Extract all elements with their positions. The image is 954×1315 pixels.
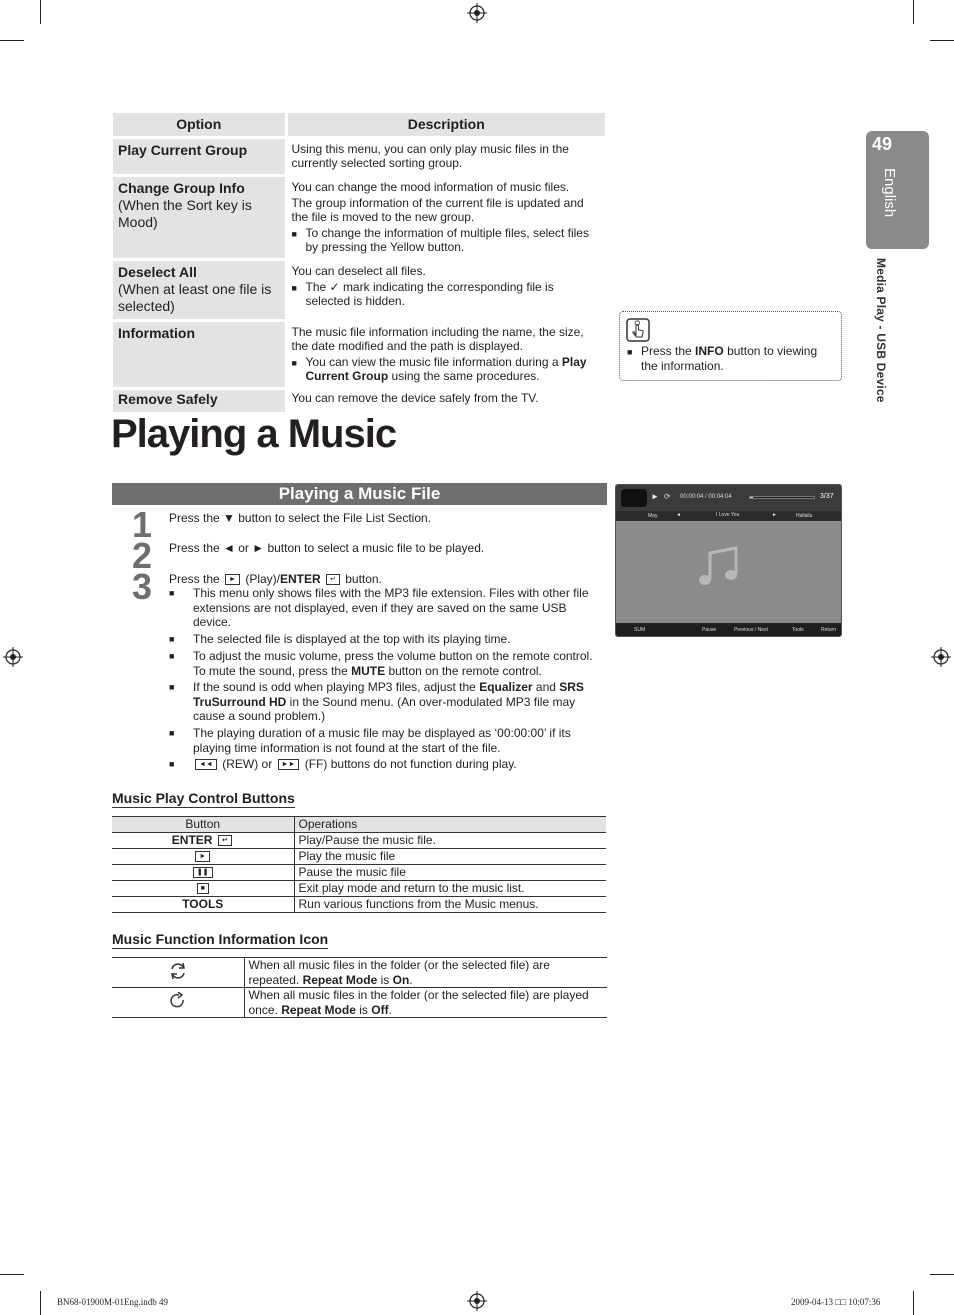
- note-text: and: [535, 680, 556, 694]
- step-number: 1: [132, 504, 151, 545]
- function-icon-heading: Music Function Information Icon: [112, 931, 329, 947]
- description-cell: [286, 388, 607, 412]
- description-cell: [286, 175, 607, 259]
- note-item: [169, 680, 603, 724]
- option-label: Deselect All: [118, 263, 197, 280]
- repeat-on-icon: [168, 962, 188, 980]
- step-text-mid: (Play)/: [245, 572, 280, 586]
- repeat-off-icon: [168, 992, 188, 1010]
- bullet-icon: ■: [291, 282, 297, 293]
- option-label: Information: [118, 324, 195, 341]
- track-item: I Love You: [716, 512, 740, 518]
- album-art: [621, 489, 647, 507]
- icon-desc-bold: On: [392, 972, 410, 987]
- bullet-icon: ■: [169, 682, 175, 692]
- option-note: (When at least one file is selected): [118, 280, 272, 314]
- crop-mark: [40, 0, 41, 24]
- play-key-icon: ►: [195, 851, 210, 862]
- bullet-icon: ■: [169, 588, 175, 598]
- note-text: To adjust the music volume, press the volume button on the remote control. To mute the sound, press the: [193, 649, 593, 678]
- operation-cell: Play the music file: [294, 849, 606, 865]
- bullet-icon: ■: [627, 347, 633, 357]
- bullet-icon: ■: [169, 759, 175, 769]
- previous-next-hint: Previous / Next: [734, 627, 768, 633]
- footer-file: BN68-01900M-01Eng.indb 49: [57, 1297, 168, 1307]
- button-cell: [112, 865, 294, 881]
- description-text: You can change the mood information of music files.: [291, 179, 570, 194]
- operation-cell: Run various functions from the Music menus.: [294, 897, 606, 913]
- step-text-pre: Press the: [169, 572, 220, 586]
- step-text: Press the ▼ button to select the File List Section.: [169, 511, 432, 525]
- option-label: Change Group Info: [118, 179, 245, 196]
- operation-cell: Play/Pause the music file.: [294, 833, 606, 849]
- progress-bar: [749, 496, 815, 499]
- note-item: [169, 757, 603, 772]
- operation-cell: Pause the music file: [294, 865, 606, 881]
- option-note: (When the Sort key is Mood): [118, 196, 252, 230]
- option-cell: [113, 320, 286, 388]
- side-language: English: [881, 168, 898, 218]
- play-time: 00:00:04 / 00:04:04: [680, 494, 732, 500]
- music-player-screenshot: [615, 484, 842, 637]
- track-count: 3/37: [820, 493, 834, 500]
- footer-date: 2009-04-13 □□ 10:07:36: [791, 1297, 881, 1307]
- description-cell: [286, 259, 607, 320]
- note-item: [169, 649, 603, 678]
- checkmark-icon: ✓: [329, 279, 340, 294]
- track-item: Hallallu: [796, 513, 813, 519]
- note-text: This menu only shows files with the MP3 file extension. Files with other file extensions are not displayed, even if they are saved on the same USB device.: [193, 586, 589, 629]
- description-text: You can deselect all files.: [291, 263, 426, 278]
- note-pre: Press the: [641, 344, 692, 358]
- note-bold: MUTE: [351, 663, 386, 678]
- crop-mark: [0, 1274, 24, 1275]
- return-hint: Return: [821, 627, 837, 633]
- note-key: INFO: [695, 344, 724, 358]
- option-label: Remove Safely: [118, 390, 218, 407]
- enter-key-icon: ↵: [218, 835, 232, 846]
- header-option: Option: [113, 113, 286, 137]
- repeat-icon: ⟳: [664, 492, 671, 501]
- enter-label: ENTER: [171, 833, 213, 847]
- icon-desc-bold: Repeat Mode: [302, 972, 378, 987]
- enter-key-icon: ↵: [326, 574, 340, 585]
- header-button: Button: [112, 817, 294, 833]
- button-cell: [112, 881, 294, 897]
- note-text: The selected file is displayed at the top with its playing time.: [193, 632, 511, 646]
- crop-mark: [930, 1274, 954, 1275]
- bullet-icon: ■: [291, 228, 297, 239]
- stop-key-icon: ■: [197, 883, 209, 894]
- note-item: [169, 586, 603, 630]
- icon-cell: [112, 958, 244, 988]
- description-cell: [286, 320, 607, 388]
- step-text: Press the ◄ or ► button to select a music file to be played.: [169, 541, 485, 555]
- bullet-text: The: [305, 279, 327, 294]
- header-description: Description: [286, 113, 607, 137]
- registration-mark-icon: [467, 3, 487, 23]
- icon-desc-text: is: [380, 972, 390, 987]
- icon-desc-bold: Off: [371, 1002, 389, 1017]
- icon-description: When all music files in the folder (or the selected file) are played once. Repeat Mode is Off.: [244, 988, 607, 1018]
- header-operations: Operations: [294, 817, 606, 833]
- crop-mark: [40, 1291, 41, 1315]
- track-item: May: [648, 513, 658, 519]
- crop-mark: [913, 1291, 914, 1315]
- bullet-item: [292, 226, 602, 254]
- option-cell: [113, 388, 286, 412]
- note-text: in the Sound menu. (An over-modulated MP3 file may cause a sound problem.): [193, 694, 576, 723]
- icon-desc-text: is: [359, 1002, 368, 1017]
- note-text: If the sound is odd when playing MP3 files, adjust the: [193, 680, 476, 694]
- option-table: [113, 113, 608, 412]
- note-text: [627, 344, 833, 374]
- page-title: Playing a Music: [111, 412, 397, 456]
- player-top-bar: [616, 485, 842, 511]
- bullet-icon: ■: [291, 357, 297, 368]
- option-cell: [113, 259, 286, 320]
- description-text: Using this menu, you can only play music files in the currently selected sorting group.: [291, 141, 569, 170]
- icon-desc-text: When all music files in the folder (or the selected file) are repeated.: [248, 958, 550, 987]
- chevron-left-icon: ◄: [676, 512, 681, 518]
- note-item: [169, 632, 603, 647]
- note-text: (REW) or: [222, 757, 273, 771]
- note-text: (FF) buttons do not function during play.: [304, 757, 517, 771]
- description-text: The group information of the current file is updated and the file is moved to the new group.: [291, 195, 584, 224]
- side-chapter: Media Play - USB Device: [874, 258, 888, 403]
- track-strip: [616, 511, 842, 521]
- crop-mark: [913, 0, 914, 24]
- icon-cell: [112, 988, 244, 1018]
- registration-mark-icon: [931, 647, 951, 667]
- button-cell: [112, 833, 294, 849]
- option-cell: [113, 137, 286, 175]
- note-text: button on the remote control.: [388, 663, 542, 678]
- bullet-text: using the same procedures.: [391, 368, 540, 383]
- registration-mark-icon: [467, 1291, 487, 1311]
- pause-key-icon: ❚❚: [193, 867, 213, 878]
- description-text: You can remove the device safely from the TV.: [291, 390, 539, 405]
- function-icon-table: [112, 957, 607, 1018]
- enter-key-label: ENTER: [280, 572, 321, 586]
- player-bottom-bar: [616, 623, 842, 637]
- bullet-icon: ■: [169, 728, 175, 738]
- crop-mark: [0, 40, 24, 41]
- fast-forward-key-icon: ►►: [278, 759, 300, 770]
- bullet-bold: Play Current Group: [305, 354, 587, 383]
- description-text: The music file information including the name, the size, the date modified and the path is displayed.: [291, 324, 584, 353]
- rewind-key-icon: ◄◄: [195, 759, 217, 770]
- step-text-post: button.: [345, 572, 382, 586]
- control-buttons-table: [112, 816, 606, 913]
- step-text: [169, 572, 382, 586]
- bullet-icon: ■: [169, 634, 175, 644]
- pause-hint: Pause: [702, 627, 717, 633]
- music-note-icon: [696, 545, 746, 591]
- crop-mark: [930, 40, 954, 41]
- description-cell: [286, 137, 607, 175]
- note-bold: SRS TruSurround HD: [193, 680, 584, 709]
- tools-hint: Tools: [792, 627, 804, 633]
- play-icon: ►: [651, 492, 659, 501]
- registration-mark-icon: [3, 647, 23, 667]
- button-cell: TOOLS: [112, 897, 294, 913]
- icon-description: When all music files in the folder (or the selected file) are repeated. Repeat Mode is On.: [244, 958, 607, 988]
- option-label: Play Current Group: [118, 141, 248, 158]
- bullet-text: To change the information of multiple files, select files by pressing the Yellow button.: [305, 225, 589, 254]
- section-heading: Playing a Music File: [112, 483, 607, 505]
- icon-desc-text: When all music files in the folder (or the selected file) are played once.: [248, 988, 589, 1017]
- operation-cell: Exit play mode and return to the music list.: [294, 881, 606, 897]
- option-cell: [113, 175, 286, 259]
- step-number: 2: [132, 535, 151, 576]
- bullet-item: [292, 355, 602, 383]
- chevron-right-icon: ►: [772, 512, 777, 518]
- play-key-icon: ►: [225, 574, 240, 585]
- control-buttons-heading: Music Play Control Buttons: [112, 790, 295, 806]
- bullet-text: mark indicating the corresponding file is selected is hidden.: [305, 279, 554, 308]
- bullet-text: You can view the music file information during a: [305, 354, 559, 369]
- note-item: [169, 726, 603, 755]
- bullet-icon: ■: [169, 651, 175, 661]
- note-bold: Equalizer: [479, 680, 533, 694]
- sum-label: SUM: [634, 627, 646, 633]
- step-number: 3: [132, 566, 151, 607]
- note-text: The playing duration of a music file may be displayed as ‘00:00:00’ if its playing time information is not found at the start of the file.: [193, 726, 571, 755]
- note-hand-icon: [626, 318, 650, 342]
- note-post: button to viewing the information.: [641, 344, 818, 373]
- button-cell: [112, 849, 294, 865]
- page-number: 49: [872, 134, 893, 154]
- bullet-item: [292, 280, 602, 308]
- icon-desc-bold: Repeat Mode: [281, 1002, 356, 1017]
